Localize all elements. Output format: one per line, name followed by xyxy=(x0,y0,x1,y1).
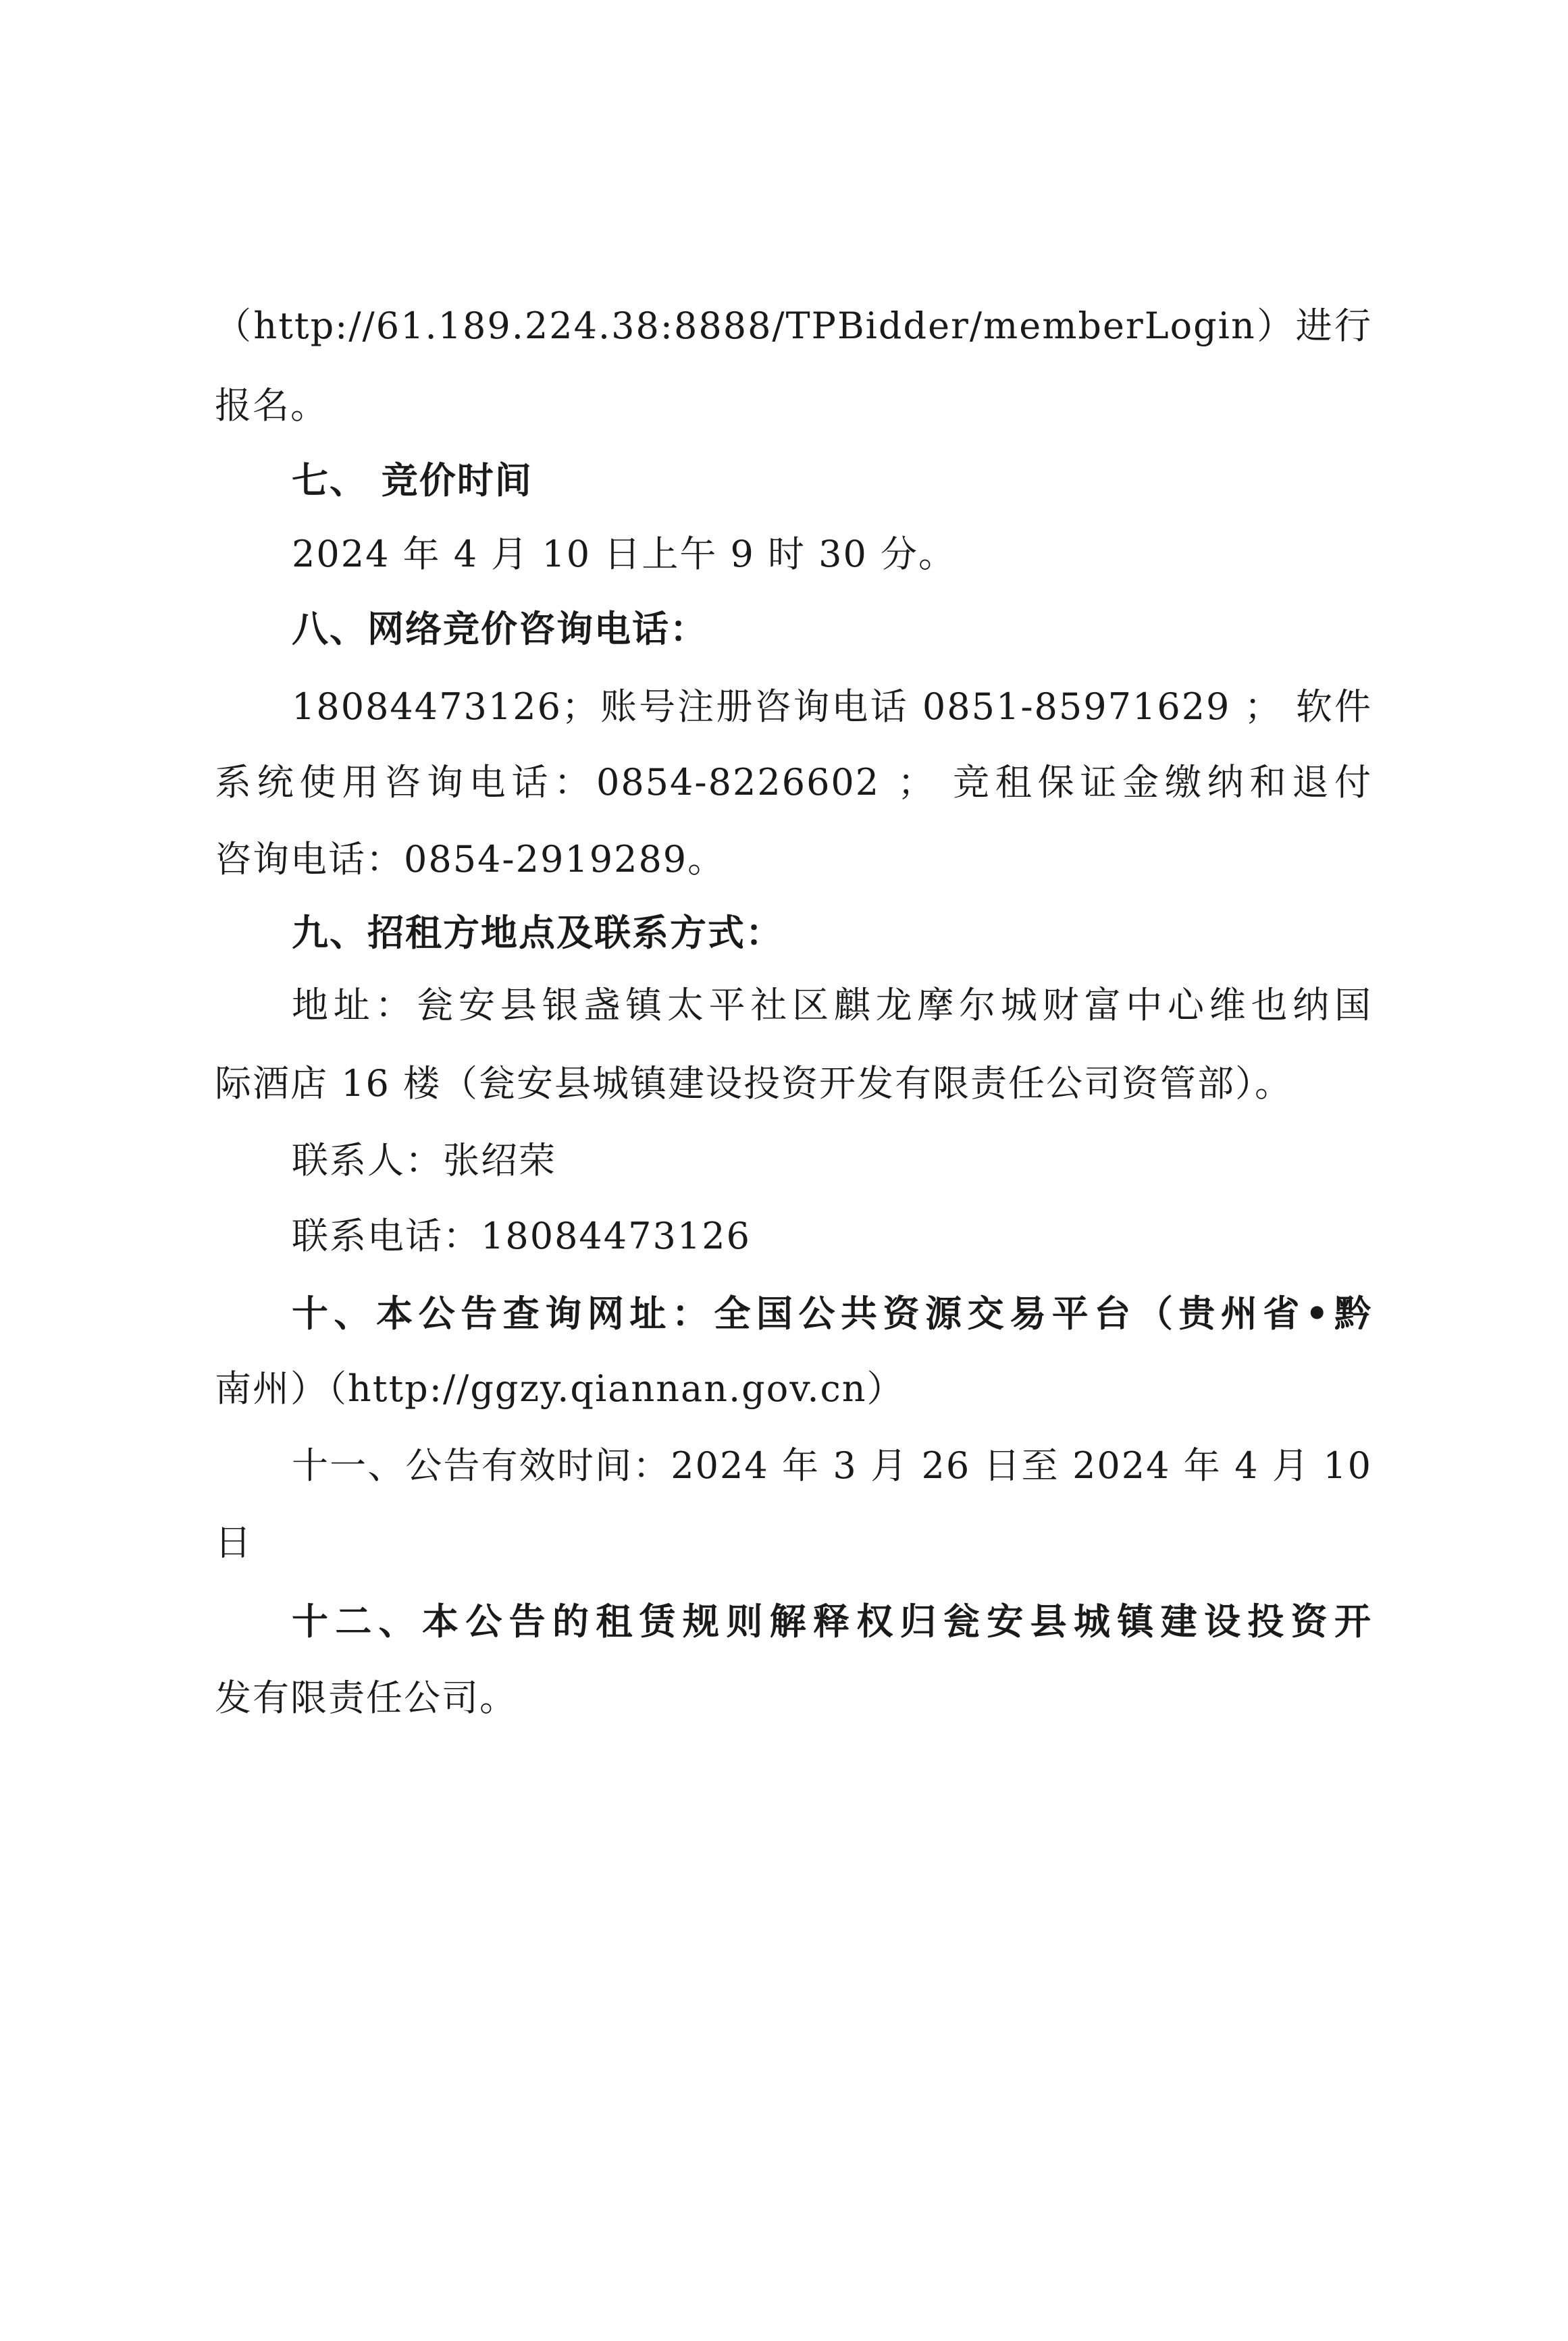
section-heading-9: 九、招租方地点及联系方式： xyxy=(292,911,783,954)
section-heading-8: 八、网络竞价咨询电话： xyxy=(292,607,708,650)
text-line-company: 发有限责任公司。 xyxy=(215,1677,517,1719)
text-line-phone-1: 18084473126；账号注册咨询电话 0851-85971629 ； 软件 xyxy=(292,685,1372,728)
text-line-day: 日 xyxy=(215,1521,253,1564)
text-line-contact-person: 联系人：张绍荣 xyxy=(292,1139,556,1182)
text-line-address-1: 地址：瓮安县银盏镇太平社区麒龙摩尔城财富中心维也纳国 xyxy=(292,984,1372,1026)
text-line-bidding-time: 2024 年 4 月 10 日上午 9 时 30 分。 xyxy=(292,533,957,575)
section-heading-10: 十、本公告查询网址：全国公共资源交易平台（贵州省•黔 xyxy=(292,1292,1372,1335)
text-line-phone-2: 系统使用咨询电话：0854-8226602 ； 竞租保证金缴纳和退付 xyxy=(215,761,1372,804)
text-line-query-url: 南州）（http://ggzy.qiannan.gov.cn） xyxy=(215,1367,905,1410)
section-heading-11: 十一、公告有效时间：2024 年 3 月 26 日至 2024 年 4 月 10 xyxy=(292,1444,1372,1487)
text-line-url-continued: （http://61.189.224.38:8888/TPBidder/memberLogin）进行 xyxy=(215,305,1372,347)
section-heading-7: 七、 竞价时间 xyxy=(292,458,533,502)
text-line-phone-3: 咨询电话：0854-2919289。 xyxy=(215,838,726,880)
section-heading-12: 十二、本公告的租赁规则解释权归瓮安县城镇建设投资开 xyxy=(292,1600,1372,1643)
text-line-contact-phone: 联系电话：18084473126 xyxy=(292,1215,751,1257)
text-line-register: 报名。 xyxy=(215,384,328,427)
text-line-address-2: 际酒店 16 楼（瓮安县城镇建设投资开发有限责任公司资管部）。 xyxy=(215,1062,1293,1105)
